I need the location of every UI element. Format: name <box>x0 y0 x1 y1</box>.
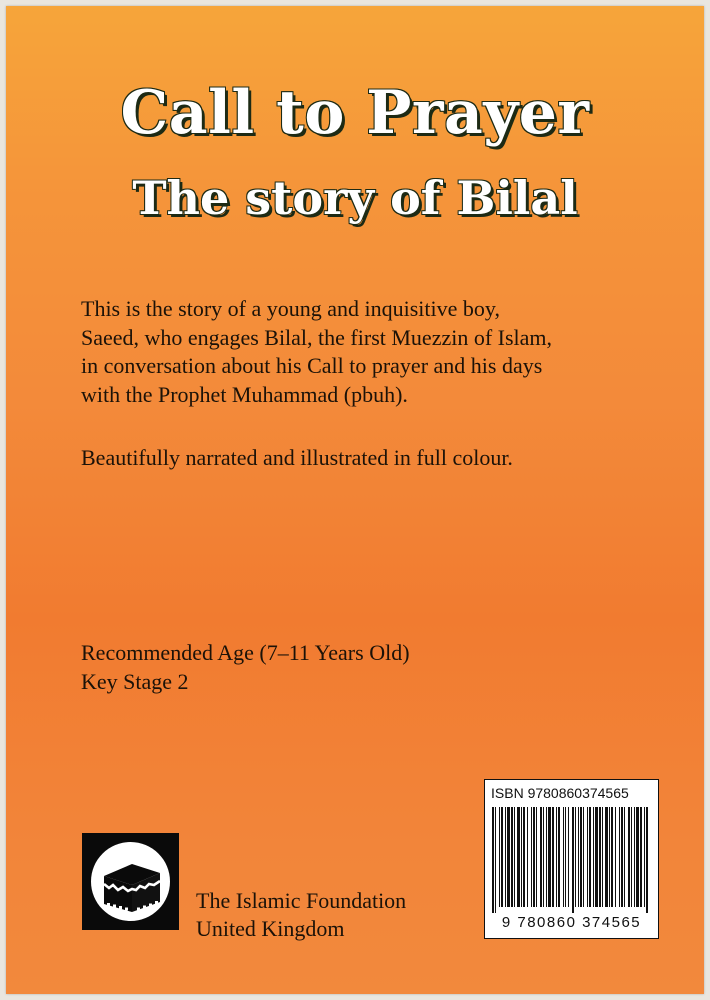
recommended-age: Recommended Age (7–11 Years Old) <box>81 640 410 665</box>
publisher-name <box>196 887 406 943</box>
blurb-line: Saeed, who engages Bilal, the first Muezzin of Islam, <box>81 324 553 350</box>
blurb-line: with the Prophet Muhammad (pbuh). <box>81 381 408 407</box>
isbn-barcode-box <box>484 779 659 939</box>
key-stage: Key Stage 2 <box>81 669 189 694</box>
isbn-digits: 9 780860 374565 <box>501 914 642 931</box>
age-info <box>81 638 410 696</box>
publisher-name-line: The Islamic Foundation <box>196 888 407 913</box>
blurb-line: in conversation about his Call to prayer and his days <box>81 353 543 378</box>
barcode-graphic <box>491 807 652 913</box>
book-subtitle: The story of Bilal <box>132 171 578 225</box>
blurb-line: This is the story of a young and inquisitive boy, <box>81 296 500 321</box>
book-title: Call to Prayer <box>120 78 590 148</box>
kaaba-icon <box>82 833 179 930</box>
blurb-paragraph <box>81 295 641 409</box>
isbn-label: ISBN 9780860374565 <box>491 785 629 801</box>
book-back-cover <box>6 6 704 994</box>
tagline: Beautifully narrated and illustrated in full colour. <box>81 445 513 470</box>
publisher-country: United Kingdom <box>196 916 345 941</box>
publisher-logo <box>82 833 179 930</box>
